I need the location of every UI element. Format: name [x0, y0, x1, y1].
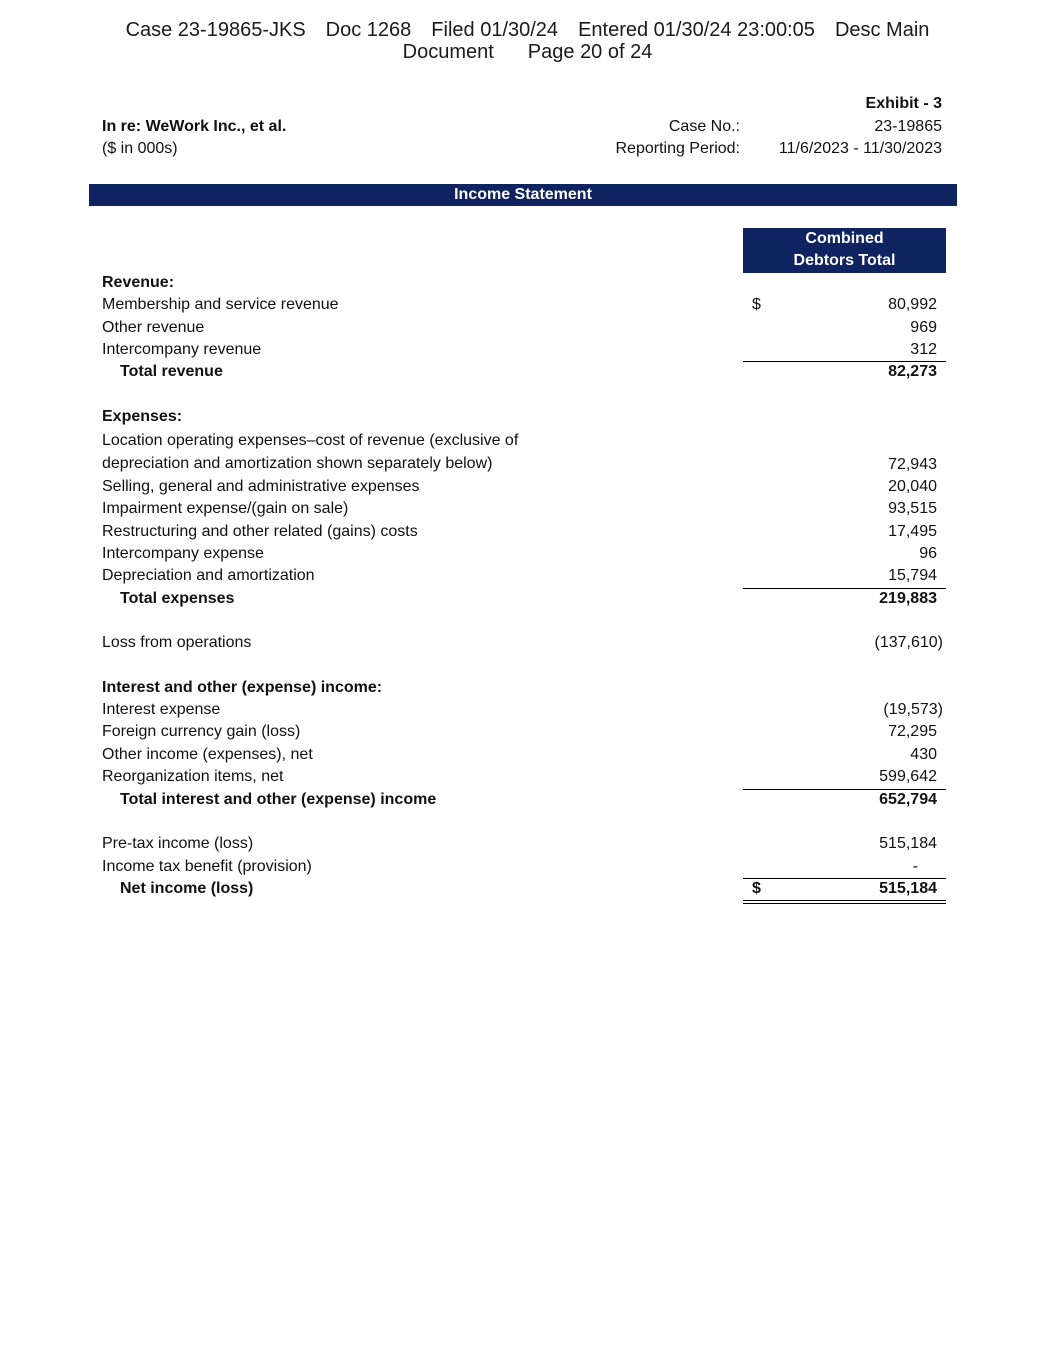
reorganization-items-value: 599,642: [879, 768, 937, 785]
page-number-stamp: Page 20 of 24: [527, 41, 653, 63]
other-revenue-label: Other revenue: [102, 319, 205, 336]
other-income-value: 430: [910, 746, 937, 763]
desc-stamp: Desc Main: [834, 19, 930, 41]
pretax-income-label: Pre-tax income (loss): [102, 835, 254, 852]
location-expense-value: 72,943: [888, 456, 937, 473]
net-income-currency: $: [752, 880, 761, 897]
total-revenue-row: [0, 361, 1055, 383]
net-income-value: 515,184: [879, 880, 937, 897]
court-filing-header: [0, 20, 1055, 41]
loss-from-operations-row: [0, 632, 1055, 654]
reporting-period-value: 11/6/2023 - 11/30/2023: [778, 140, 942, 157]
membership-revenue-value: 80,992: [888, 296, 937, 313]
loss-from-operations-label: Loss from operations: [102, 634, 252, 651]
case-no-value: 23-19865: [874, 118, 942, 135]
intercompany-revenue-value: 312: [910, 341, 937, 358]
entered-date-stamp: Entered 01/30/24 23:00:05: [578, 19, 815, 41]
intercompany-expense-row: [0, 543, 1055, 565]
interest-expense-value: (19,573): [883, 701, 943, 718]
location-expense-row: [0, 453, 1055, 475]
total-interest-row: [0, 789, 1055, 811]
depreciation-label: Depreciation and amortization: [102, 567, 315, 584]
total-expenses-row: [0, 588, 1055, 610]
court-filing-header-line2: [0, 42, 1055, 63]
income-tax-label: Income tax benefit (provision): [102, 858, 312, 875]
doc-number-stamp: Doc 1268: [325, 19, 412, 41]
impairment-expense-row: [0, 498, 1055, 520]
net-income-label: Net income (loss): [120, 880, 254, 897]
net-income-row: [0, 878, 1055, 900]
sga-expense-label: Selling, general and administrative expenses: [102, 478, 420, 495]
interest-expense-label: Interest expense: [102, 701, 221, 718]
column-header-line2: Debtors Total: [793, 252, 896, 269]
location-expense-label-row-1: [0, 430, 1055, 452]
fx-gain-label: Foreign currency gain (loss): [102, 723, 301, 740]
interest-heading: Interest and other (expense) income:: [102, 679, 383, 696]
column-header-line1: Combined: [805, 230, 884, 247]
other-income-label: Other income (expenses), net: [102, 746, 313, 763]
impairment-expense-value: 93,515: [888, 500, 937, 517]
intercompany-revenue-row: [0, 339, 1055, 361]
other-revenue-value: 969: [910, 319, 937, 336]
reporting-period-label: Reporting Period:: [615, 140, 740, 157]
loss-from-operations-value: (137,610): [874, 634, 943, 651]
location-expense-label-line2: depreciation and amortization shown separately below): [102, 455, 493, 472]
other-income-row: [0, 744, 1055, 766]
sga-expense-value: 20,040: [888, 478, 937, 495]
fx-gain-value: 72,295: [888, 723, 937, 740]
location-expense-label-line1: Location operating expenses–cost of revenue (exclusive of: [102, 432, 519, 449]
impairment-expense-label: Impairment expense/(gain on sale): [102, 500, 349, 517]
restructuring-expense-row: [0, 521, 1055, 543]
depreciation-row: [0, 565, 1055, 587]
expenses-heading-row: [0, 406, 1055, 428]
currency-symbol: $: [752, 296, 761, 313]
net-income-double-rule: [743, 900, 946, 904]
restructuring-expense-value: 17,495: [888, 523, 937, 540]
total-expenses-value: 219,883: [879, 590, 937, 607]
membership-revenue-label: Membership and service revenue: [102, 296, 339, 313]
total-expenses-label: Total expenses: [120, 590, 235, 607]
other-revenue-row: [0, 317, 1055, 339]
income-tax-value: -: [912, 858, 918, 875]
membership-revenue-row: [0, 294, 1055, 316]
revenue-heading: Revenue:: [102, 274, 175, 291]
units-note: ($ in 000s): [102, 140, 178, 157]
reorganization-items-row: [0, 766, 1055, 788]
intercompany-expense-value: 96: [919, 545, 937, 562]
depreciation-value: 15,794: [888, 567, 937, 584]
total-interest-label: Total interest and other (expense) income: [120, 791, 437, 808]
fx-gain-row: [0, 721, 1055, 743]
interest-heading-row: [0, 677, 1055, 699]
case-no-label: Case No.:: [668, 118, 740, 135]
interest-expense-row: [0, 699, 1055, 721]
pretax-income-row: [0, 833, 1055, 855]
restructuring-expense-label: Restructuring and other related (gains) costs: [102, 523, 418, 540]
intercompany-revenue-label: Intercompany revenue: [102, 341, 262, 358]
total-revenue-label: Total revenue: [120, 363, 223, 380]
intercompany-expense-label: Intercompany expense: [102, 545, 264, 562]
sga-expense-row: [0, 476, 1055, 498]
in-re-title: In re: WeWork Inc., et al.: [102, 118, 287, 135]
income-tax-row: [0, 856, 1055, 878]
total-interest-value: 652,794: [879, 791, 937, 808]
income-statement-banner: Income Statement: [89, 184, 957, 206]
exhibit-label: Exhibit - 3: [865, 95, 942, 112]
total-revenue-value: 82,273: [888, 363, 937, 380]
filed-date-stamp: Filed 01/30/24: [431, 19, 559, 41]
reorganization-items-label: Reorganization items, net: [102, 768, 284, 785]
column-header-combined-debtors: [743, 228, 946, 273]
document-stamp: Document: [402, 41, 494, 63]
case-number-stamp: Case 23-19865-JKS: [125, 19, 306, 41]
pretax-income-value: 515,184: [879, 835, 937, 852]
expenses-heading: Expenses:: [102, 408, 183, 425]
revenue-heading-row: [0, 272, 1055, 294]
